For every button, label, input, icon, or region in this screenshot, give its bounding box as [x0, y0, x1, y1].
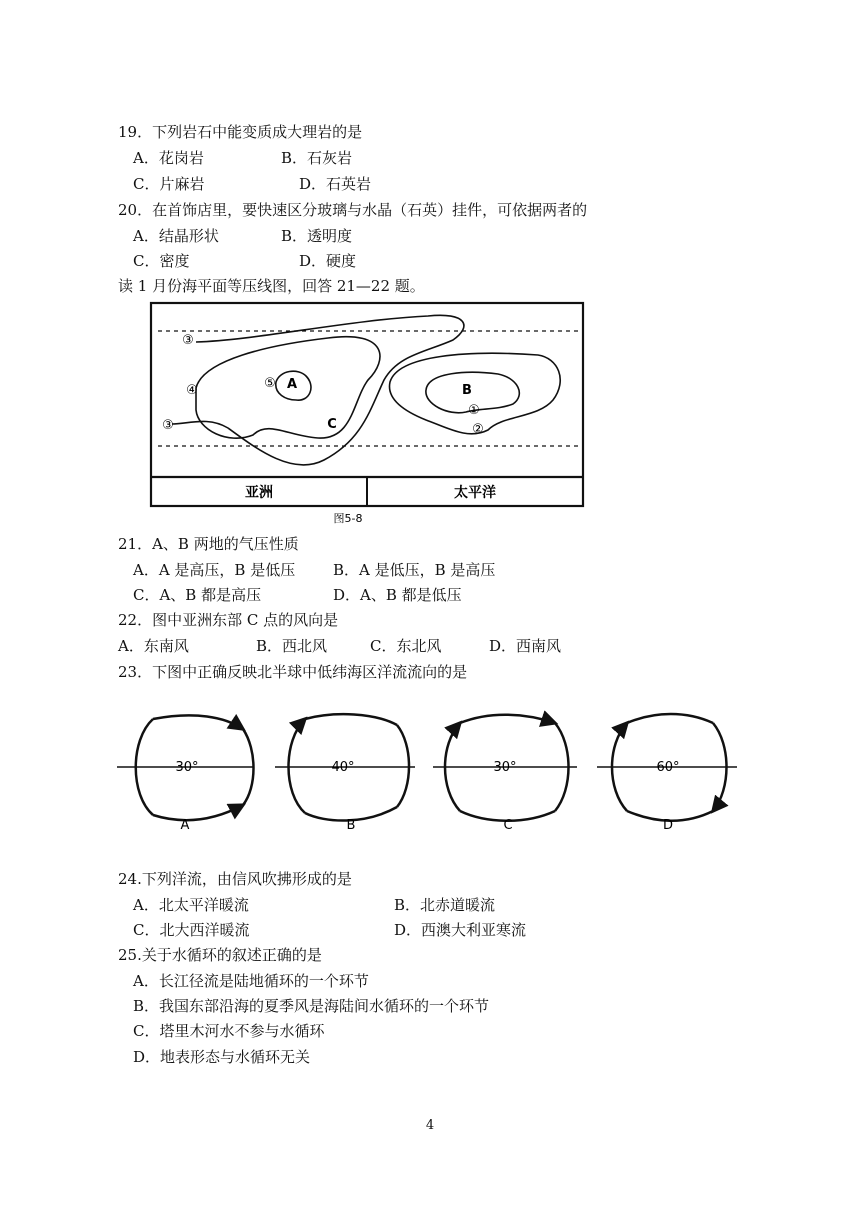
q25-option-c: C．塔里木河水不参与水循环: [133, 1022, 325, 1040]
q19-option-b: B．石灰岩: [281, 149, 353, 167]
q21-stem: 21．A、B 两地的气压性质: [118, 535, 299, 553]
q24-option-c: C．北大西洋暖流: [133, 921, 250, 939]
q24-option-d: D．西澳大利亚寒流: [394, 921, 527, 939]
isobar-label-2: ②: [472, 422, 484, 437]
point-b-label: B: [462, 383, 472, 398]
q20-option-d: D．硬度: [299, 252, 357, 270]
point-c-label: C: [327, 417, 337, 432]
q25-stem: 25.关于水循环的叙述正确的是: [118, 946, 322, 964]
current-c-lat: 30°: [493, 760, 517, 775]
region-pacific-label: 太平洋: [454, 485, 496, 501]
current-a-lat: 30°: [175, 760, 199, 775]
q24-option-b: B．北赤道暖流: [394, 896, 496, 914]
isobar-map: [148, 300, 588, 525]
q21-option-b: B．A 是低压，B 是高压: [333, 561, 496, 579]
q21-option-d: D．A、B 都是低压: [333, 586, 462, 604]
q22-option-a: A．东南风: [118, 637, 189, 655]
q22-option-b: B．西北风: [256, 637, 328, 655]
q20-option-b: B．透明度: [281, 227, 353, 245]
isobar-label-4: ④: [186, 383, 198, 398]
ocean-current-diagrams: [115, 705, 740, 840]
q23-stem: 23．下图中正确反映北半球中低纬海区洋流流向的是: [118, 663, 468, 681]
q24-option-a: A．北太平洋暖流: [133, 896, 249, 914]
q19-option-c: C．片麻岩: [133, 175, 205, 193]
current-c-letter: C: [503, 818, 513, 833]
map-caption: 图5-8: [333, 512, 363, 525]
current-d-letter: D: [662, 818, 674, 833]
q22-option-d: D．西南风: [489, 637, 562, 655]
point-a-label: A: [286, 377, 298, 392]
page-number: 4: [425, 1118, 435, 1133]
q19-option-a: A．花岗岩: [133, 149, 204, 167]
isobar-label-3-bottom: ③: [162, 418, 174, 433]
q25-option-a: A．长江径流是陆地循环的一个环节: [133, 972, 369, 990]
q22-option-c: C．东北风: [370, 637, 442, 655]
q25-option-d: D．地表形态与水循环无关: [133, 1048, 311, 1066]
q20-option-c: C．密度: [133, 252, 190, 270]
current-diagram-d: [597, 714, 737, 833]
current-diagram-a: [117, 715, 254, 833]
current-diagram-b: [275, 714, 415, 833]
region-asia-label: 亚洲: [245, 485, 273, 501]
q20-option-a: A．结晶形状: [133, 227, 219, 245]
isobar-label-5: ⑤: [264, 376, 276, 391]
q19-option-d: D．石英岩: [299, 175, 372, 193]
q19-stem: 19．下列岩石中能变质成大理岩的是: [118, 123, 363, 141]
q24-stem: 24.下列洋流，由信风吹拂形成的是: [118, 870, 352, 888]
q20-stem: 20．在首饰店里，要快速区分玻璃与水晶（石英）挂件，可依据两者的: [118, 201, 588, 219]
current-diagram-c: [433, 715, 577, 833]
q25-option-b: B．我国东部沿海的夏季风是海陆间水循环的一个环节: [133, 997, 490, 1015]
isobar-label-1: ①: [468, 403, 480, 418]
q21-option-c: C．A、B 都是高压: [133, 586, 262, 604]
q21-option-a: A．A 是高压，B 是低压: [133, 561, 296, 579]
current-b-letter: B: [346, 818, 356, 833]
isobar-label-3-top: ③: [182, 333, 194, 348]
q22-stem: 22．图中亚洲东部 C 点的风向是: [118, 611, 339, 629]
current-a-letter: A: [180, 818, 190, 833]
current-b-lat: 40°: [331, 760, 355, 775]
map-intro: 读 1 月份海平面等压线图，回答 21—22 题。: [118, 277, 425, 295]
current-d-lat: 60°: [656, 760, 680, 775]
